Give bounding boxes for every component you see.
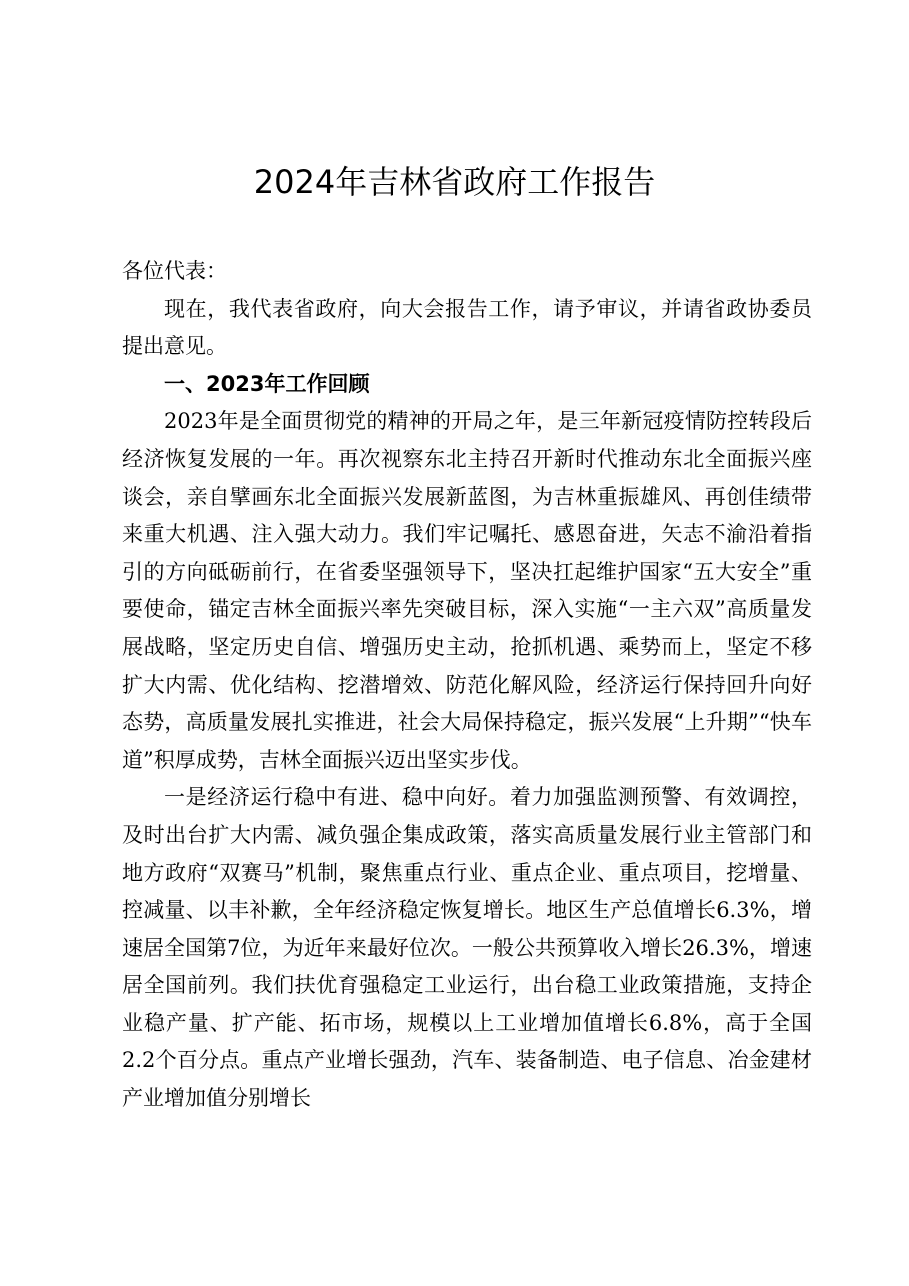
- salutation: 各位代表：: [122, 259, 227, 283]
- body-paragraph: 一是经济运行稳中有进、稳中向好。着力加强监测预警、有效调控，及时出台扩大内需、减负强企集成政策，落实高质量发展行业主管部门和地方政府“双赛马”机制，聚焦重点行业、重点企业、重点项目，挖增量、控减量、以丰补歉，全年经济稳定恢复增长。地区生产总值增长6.3%，增速居全国第7位，为近年来最好位次。一般公共预算收入增长26.3%，增速居全国前列。我们扶优育强稳定工业运行，出台稳工业政策措施，支持企业稳产量、扩产能、拓市场，规模以上工业增加值增长6.8%，高于全国2.2个百分点。重点产业增长强劲，汽车、装备制造、电子信息、冶金建材产业增加值分别增长: [122, 785, 812, 1111]
- body-paragraph: 2023年是全面贯彻党的精神的开局之年，是三年新冠疫情防控转段后经济恢复发展的一年。再次视察东北主持召开新时代推动东北全面振兴座谈会，亲自擘画东北全面振兴发展新蓝图，为吉林重振雄风、再创佳绩带来重大机遇、注入强大动力。我们牢记嘱托、感恩奋进，矢志不渝沿着指引的方向砥砺前行，在省委坚强领导下，坚决扛起维护国家“五大安全”重要使命，锚定吉林全面振兴率先突破目标，深入实施“一主六双”高质量发展战略，坚定历史自信、增强历史主动，抢抓机遇、乘势而上，坚定不移扩大内需、优化结构、挖潜增效、防范化解风险，经济运行保持回升向好态势，高质量发展扎实推进，社会大局保持稳定，振兴发展“上升期”“快车道”积厚成势，吉林全面振兴迈出坚实步伐。: [122, 409, 812, 772]
- intro-paragraph: 现在，我代表省政府，向大会报告工作，请予审议，并请省政协委员提出意见。: [122, 296, 812, 359]
- document-body: [122, 253, 812, 1118]
- document-title: 2024年吉林省政府工作报告: [253, 163, 656, 201]
- section-heading: 一、2023年工作回顾: [164, 371, 370, 396]
